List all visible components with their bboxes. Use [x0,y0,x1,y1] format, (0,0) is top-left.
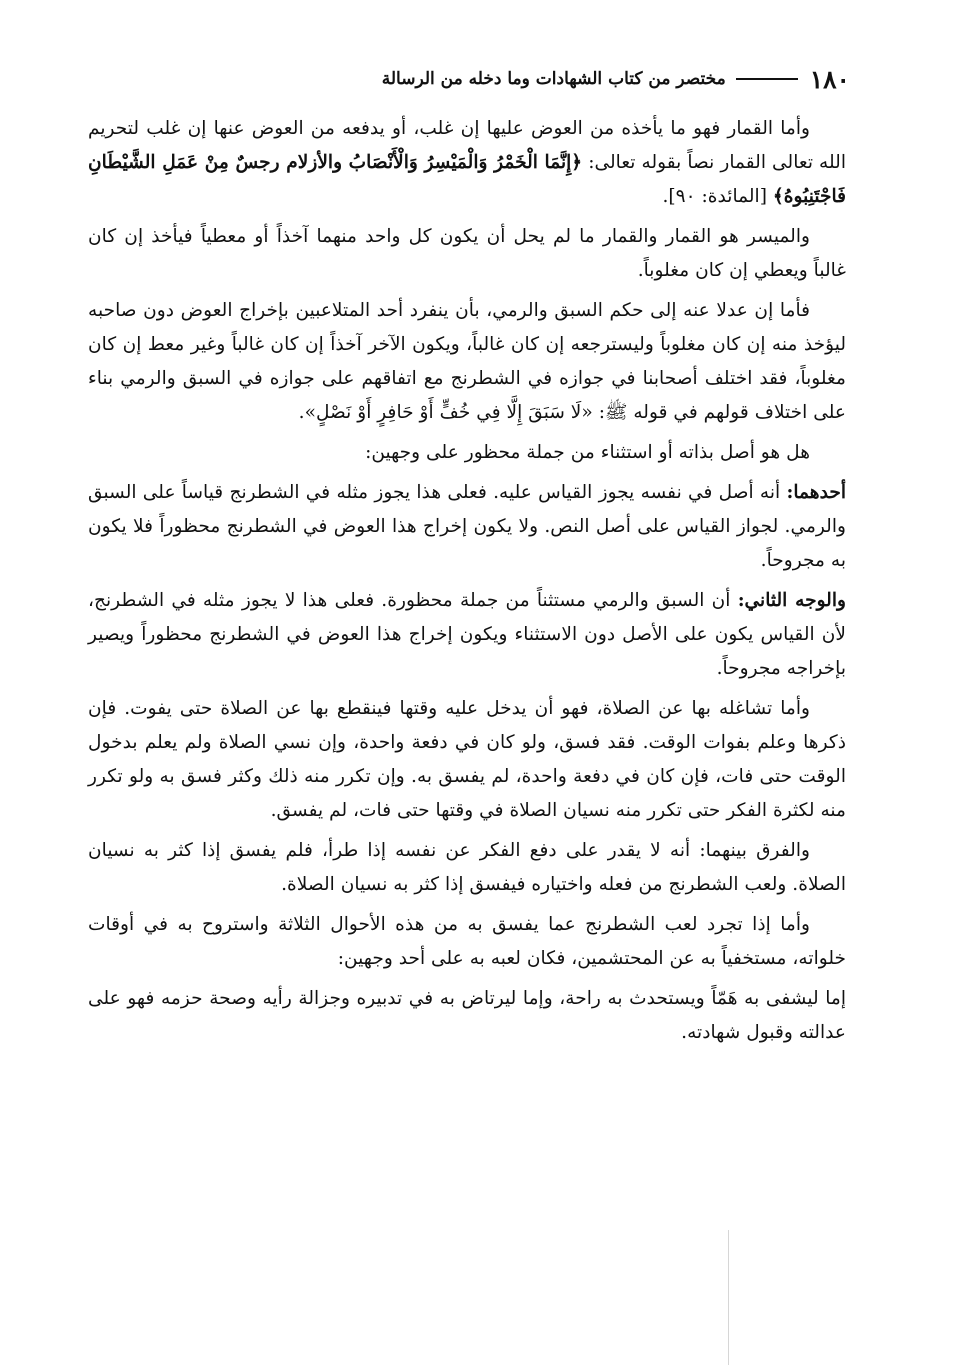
paragraph: والوجه الثاني: أن السبق والرمي مستثناً من جملة محظورة. فعلى هذا لا يجوز مثله في الشطرنج، لأن القياس يكون على الأصل دون الاستثناء ويكون إخراج هذا العوض في الشطرنج محظوراً ويصير بإخراجه مجروحاً. [88,590,846,679]
paragraph: وأما تشاغله بها عن الصلاة، فهو أن يدخل عليه وقتها فينقطع بها عن الصلاة حتى يفوت. فإن ذكرها وعلم بفوات الوقت. فقد فسق، ولو كان في دفعة واحدة، وإن نسي الصلاة ولم يعلم بدخول الوقت حتى فات، فإن كان في دفعة واحدة، لم يفسق به. وإن تكرر منه ذلك وكثر فسق به ولو تكرر منه لكثرة الفكر حتى تكرر منه نسيان الصلاة في وقتها حتى فات، لم يفسق. [88,698,846,821]
paragraph: أحدهما: أنه أصل في نفسه يجوز القياس عليه. فعلى هذا يجوز مثله في الشطرنج قياساً على السبق والرمي. لجواز القياس على أصل النص. ولا يكون إخراج هذا العوض في الشطرنج محظوراً فلا يكون به مجروحاً. [88,482,846,571]
paragraph: فأما إن عدلا عنه إلى حكم السبق والرمي، بأن ينفرد أحد المتلاعبين بإخراج العوض دون صاحبه ليؤخذ منه إن كان مغلوباً وليسترجعه إن كان غالباً، ويكون الآخر آخذاً إن كان غالباً وغير معط إن كان مغلوباً، فقد اختلف أصحابنا في جوازه في الشطرنج مع اتفاقهم على جوازه في السبق والرمي بناء على اختلاف قولهم في قوله ﷺ: «لَا سَبَقَ إِلَّا فِي خُفٍّ أَوْ حَافِرٍ أَوْ نَصْلٍ». [88,300,846,423]
header-rule [736,78,798,80]
paragraph: وأما القمار فهو ما يأخذه من العوض عليها إن غلب، أو يدفعه من العوض عنها إن غلب لتحريم الله تعالى القمار نصاً بقوله تعالى: ﴿إِنَّمَا الْخَمْرُ وَالْمَيْسِرُ وَالْأَنْصَابُ والأزلام رجسٌ مِنْ عَمَلِ الشَّيْطَانِ فَاجْتَنِبُوهُ﴾ [المائدة: ٩٠]. [88,118,847,207]
paragraph: والفرق بينهما: أنه لا يقدر على دفع الفكر عن نفسه إذا طرأ، فلم يفسق إذا كثر به نسيان الصلاة. ولعب الشطرنج من فعله واختياره فيفسق إذا كثر به نسيان الصلاة. [88,840,846,895]
paragraph: وأما إذا تجرد لعب الشطرنج عما يفسق به من هذه الأحوال الثلاثة واستروح به في أوقات خلواته، مستخفياً به عن المحتشمين، فكان لعبه به على أحد وجهين: [88,914,846,969]
running-header [90,62,850,96]
hadith-quote: «لَا سَبَقَ إِلَّا فِي خُفٍّ أَوْ حَافِرٍ أَوْ نَصْلٍ» [304,402,593,423]
quran-quote: ﴿إِنَّمَا الْخَمْرُ وَالْمَيْسِرُ وَالْأَنْصَابُ والأزلام رجسٌ مِنْ عَمَلِ الشَّيْطَانِ فَاجْتَنِبُوهُ﴾ [88,152,846,207]
page-number: ١٨٠ [809,64,850,94]
paragraph-lead: أحدهما: [786,482,846,503]
running-title: مختصر من كتاب الشهادات وما دخله من الرسالة [381,69,726,89]
paragraph: إما ليشفى به هَمّاً ويستحدث به راحة، وإما ليرتاض به في تدبيره وجزالة رأيه وصحة حزمه فهو على عدالته وقبول شهادته. [88,988,846,1043]
paragraph: والميسر هو القمار والقمار ما لم يحل أن يكون كل واحد منهما آخذاً أو معطياً فيأخذ إن كان غالباً ويعطي إن كان مغلوباً. [88,226,846,281]
scan-artifact-line [728,1230,729,1365]
paragraph: هل هو أصل بذاته أو استثناء من جملة محظور على وجهين: [365,442,810,463]
paragraph-lead: والوجه الثاني: [737,590,846,611]
body-text [88,112,846,1056]
